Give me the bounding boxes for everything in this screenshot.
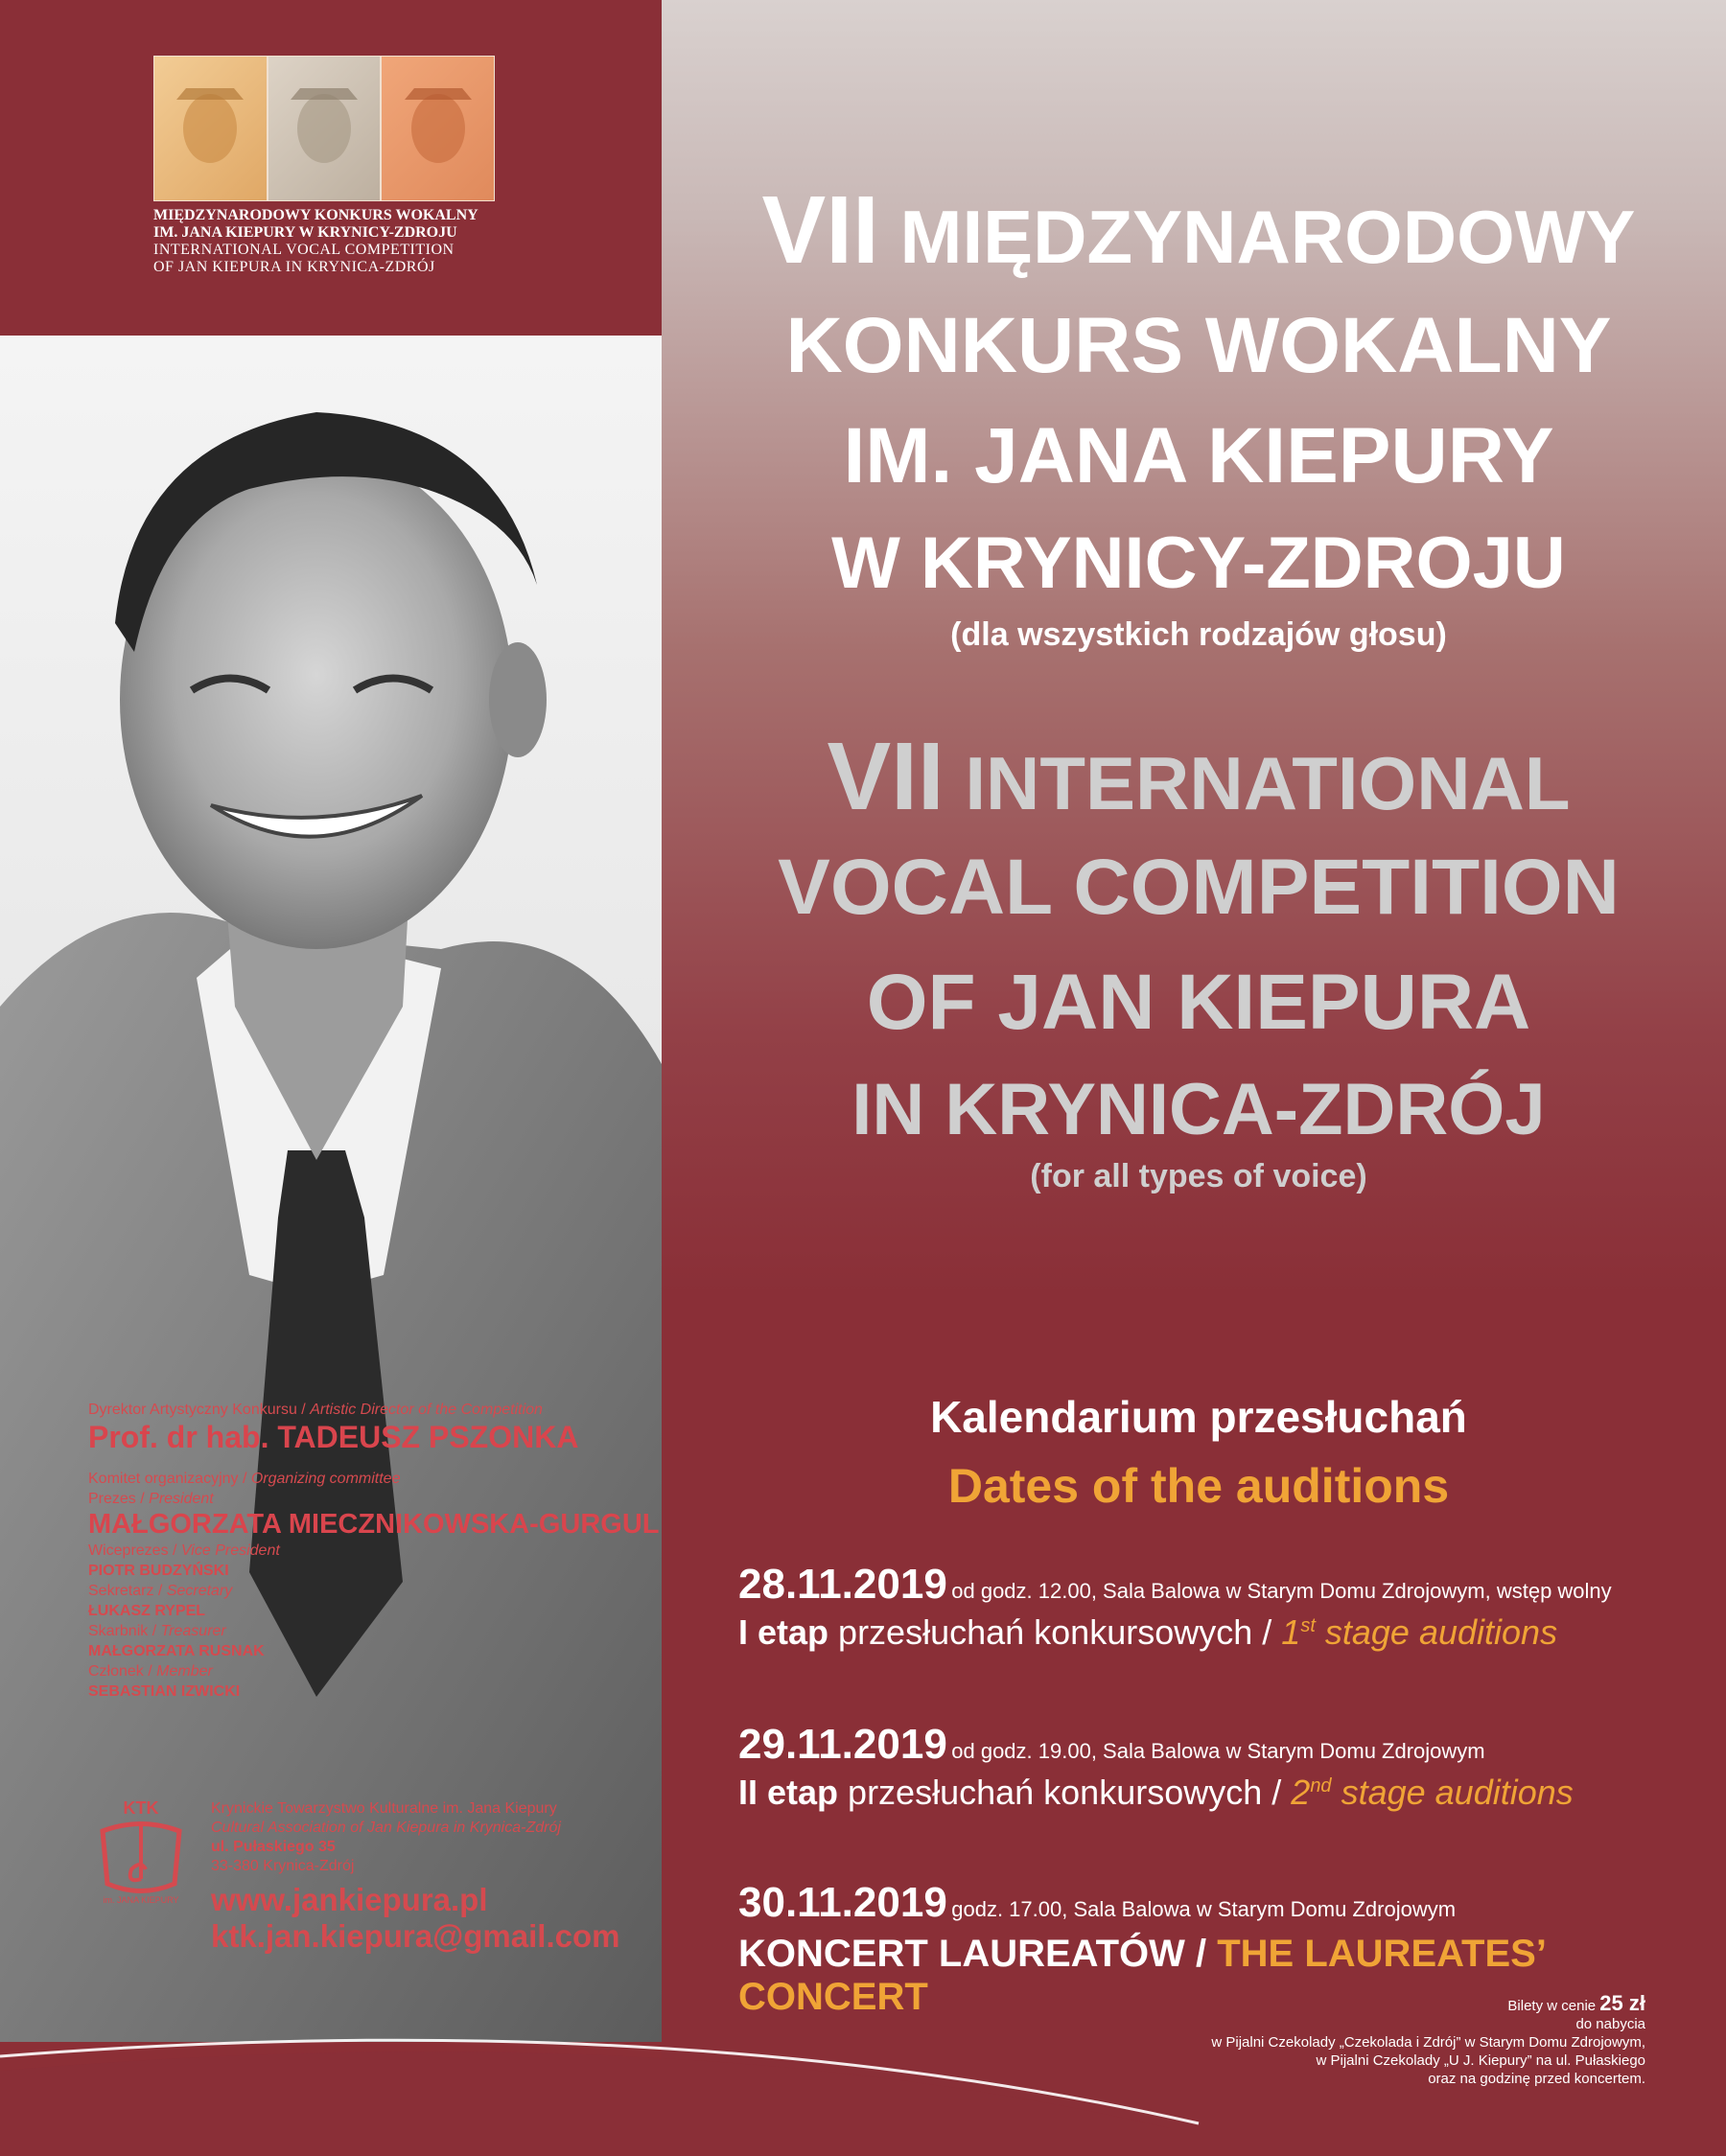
committee-pl: Komitet organizacyjny <box>88 1471 239 1487</box>
title-en-line-1-text: INTERNATIONAL <box>965 741 1571 825</box>
title-pl-line-1 <box>671 176 1726 284</box>
secretary-label: Sekretarz / Secretary <box>88 1583 233 1599</box>
society-website[interactable]: www.jankiepura.pl <box>211 1882 488 1917</box>
event-1-stage-en-num: 1 <box>1281 1612 1301 1652</box>
event-1-stage-en-rest: stage auditions <box>1324 1612 1558 1652</box>
secretary-pl: Sekretarz <box>88 1583 154 1599</box>
event-2-stage-rest: przesłuchań konkursowych / <box>848 1773 1282 1812</box>
president-name: MAŁGORZATA MIECZNIKOWSKA-GURGUL <box>88 1509 660 1540</box>
title-pl-subtitle: (dla wszystkich rodzajów głosu) <box>950 616 1447 653</box>
event-2 <box>738 1721 1707 1813</box>
tickets-price: 25 zł <box>1599 1991 1645 2015</box>
ktk-emblem-sub: im. JANA KIEPURY <box>103 1895 179 1905</box>
event-1-stage-rest: przesłuchań konkursowych / <box>838 1612 1272 1652</box>
event-2-date: 29.11.2019 <box>738 1721 947 1768</box>
event-1-info: od godz. 12.00, Sala Balowa w Starym Domu Zdrojowym, wstęp wolny <box>951 1579 1612 1603</box>
director-role-en: Artistic Director of the Competition <box>310 1402 543 1418</box>
society-name-pl: Krynickie Towarzystwo Kulturalne im. Jana Kiepury <box>211 1800 557 1817</box>
title-en-line-3: OF JAN KIEPURA <box>866 959 1531 1046</box>
committee-label: Komitet organizacyjny / Organizing committee <box>88 1471 401 1487</box>
secretary-en: Secretary <box>166 1583 233 1599</box>
title-pl-line-3: IM. JANA KIEPURY <box>843 412 1554 499</box>
event-3-concert-en: THE LAUREATES’ CONCERT <box>738 1933 1545 2018</box>
portrait-illustration <box>0 336 662 2042</box>
title-pl-line-4: W KRYNICY-ZDROJU <box>831 522 1566 604</box>
event-2-stage-en-num: 2 <box>1291 1773 1311 1812</box>
portrait-photo <box>0 336 662 2042</box>
title-pl-line-2: KONKURS WOKALNY <box>785 302 1612 389</box>
committee-en: Organizing committee <box>250 1471 401 1487</box>
logo-portrait-gold <box>153 56 268 201</box>
member-name: SEBASTIAN IZWICKI <box>88 1683 241 1700</box>
logo-line-3: INTERNATIONAL VOCAL COMPETITION <box>153 242 455 258</box>
event-2-stage-en-sup: nd <box>1310 1775 1332 1797</box>
event-1-stage-en-sup: st <box>1300 1615 1316 1636</box>
event-1-date: 28.11.2019 <box>738 1561 947 1608</box>
title-pl-line-1-text: MIĘDZYNARODOWY <box>899 195 1636 279</box>
member-en: Member <box>156 1663 213 1680</box>
director-role: Dyrektor Artystyczny Konkursu / Artistic Director of the Competition <box>88 1402 543 1418</box>
society-name-en: Cultural Association of Jan Kiepura in Krynica-Zdrój <box>211 1820 561 1836</box>
ktk-emblem-letters: KTK <box>123 1798 159 1818</box>
director-name: Prof. dr hab. TADEUSZ PSZONKA <box>88 1420 579 1454</box>
title-en-subtitle: (for all types of voice) <box>1030 1158 1367 1194</box>
society-contact <box>211 1799 662 1955</box>
ktk-emblem-icon <box>88 1793 194 1908</box>
event-2-stage-en <box>1291 1773 1573 1812</box>
tickets-line-4: w Pijalni Czekolady „U J. Kiepury” na ul. Pułaskiego <box>1316 2052 1645 2069</box>
event-1 <box>738 1561 1707 1653</box>
vice-label: Wiceprezes / Vice President <box>88 1542 280 1559</box>
event-2-stage-bold: II etap <box>738 1773 839 1812</box>
title-en-line-1 <box>671 723 1726 830</box>
calendar-heading-pl: Kalendarium przesłuchań <box>930 1392 1467 1442</box>
bottom-wave <box>0 2013 1726 2156</box>
member-pl: Członek <box>88 1663 144 1680</box>
vice-name: PIOTR BUDZYŃSKI <box>88 1563 229 1579</box>
vice-pl: Wiceprezes <box>88 1542 169 1559</box>
secretary-name: ŁUKASZ RYPEL <box>88 1603 206 1619</box>
event-2-info: od godz. 19.00, Sala Balowa w Starym Domu Zdrojowym <box>951 1739 1485 1763</box>
title-en-line-2: VOCAL COMPETITION <box>778 844 1620 931</box>
tickets-price-line <box>1103 1991 1645 2015</box>
vice-en: Vice President <box>180 1542 280 1559</box>
society-city: 33-380 Krynica-Zdrój <box>211 1858 355 1874</box>
event-3-date: 30.11.2019 <box>738 1879 947 1926</box>
competition-logo <box>153 56 495 199</box>
event-1-stage-bold: I etap <box>738 1612 829 1652</box>
title-en-numeral: VII <box>827 723 945 830</box>
society-street: ul. Pułaskiego 35 <box>211 1839 336 1855</box>
event-1-stage <box>738 1612 1707 1653</box>
event-3-info: godz. 17.00, Sala Balowa w Starym Domu Zdrojowym <box>951 1897 1457 1921</box>
event-1-stage-en <box>1281 1612 1557 1652</box>
event-3-concert-pl: KONCERT LAUREATÓW / <box>738 1933 1207 1975</box>
logo-caption <box>153 207 499 276</box>
logo-line-4: OF JAN KIEPURA IN KRYNICA-ZDRÓJ <box>153 259 435 275</box>
tickets-price-prefix: Bilety w cenie <box>1507 1998 1597 2014</box>
treasurer-label: Skarbnik / Treasurer <box>88 1623 226 1639</box>
director-role-pl: Dyrektor Artystyczny Konkursu <box>88 1402 297 1418</box>
title-pl-numeral: VII <box>761 176 879 284</box>
logo-line-1: MIĘDZYNARODOWY KONKURS WOKALNY <box>153 207 478 223</box>
tickets-line-2: do nabycia <box>1575 2016 1645 2032</box>
treasurer-pl: Skarbnik <box>88 1623 149 1639</box>
treasurer-en: Treasurer <box>160 1623 226 1639</box>
ktk-emblem <box>88 1793 194 1908</box>
event-2-stage-en-rest: stage auditions <box>1341 1773 1574 1812</box>
logo-line-2: IM. JANA KIEPURY W KRYNICY-ZDROJU <box>153 224 457 241</box>
member-label: Członek / Member <box>88 1663 213 1680</box>
title-en-line-4: IN KRYNICA-ZDRÓJ <box>851 1069 1546 1150</box>
credits-block <box>88 1400 664 1702</box>
treasurer-name: MAŁGORZATA RUSNAK <box>88 1643 265 1659</box>
calendar-heading-en: Dates of the auditions <box>947 1459 1450 1513</box>
tickets-line-3: w Pijalni Czekolady „Czekolada i Zdrój” w Starym Domu Zdrojowym, <box>1211 2034 1645 2051</box>
logo-portrait-silver <box>268 56 382 201</box>
society-email[interactable]: ktk.jan.kiepura@gmail.com <box>211 1918 620 1954</box>
president-label: Prezes / President <box>88 1491 214 1507</box>
event-2-stage <box>738 1773 1707 1813</box>
logo-portrait-bronze <box>381 56 495 201</box>
tickets-line-5: oraz na godzinę przed koncertem. <box>1428 2071 1645 2087</box>
president-en: President <box>149 1491 214 1507</box>
president-pl: Prezes <box>88 1491 136 1507</box>
